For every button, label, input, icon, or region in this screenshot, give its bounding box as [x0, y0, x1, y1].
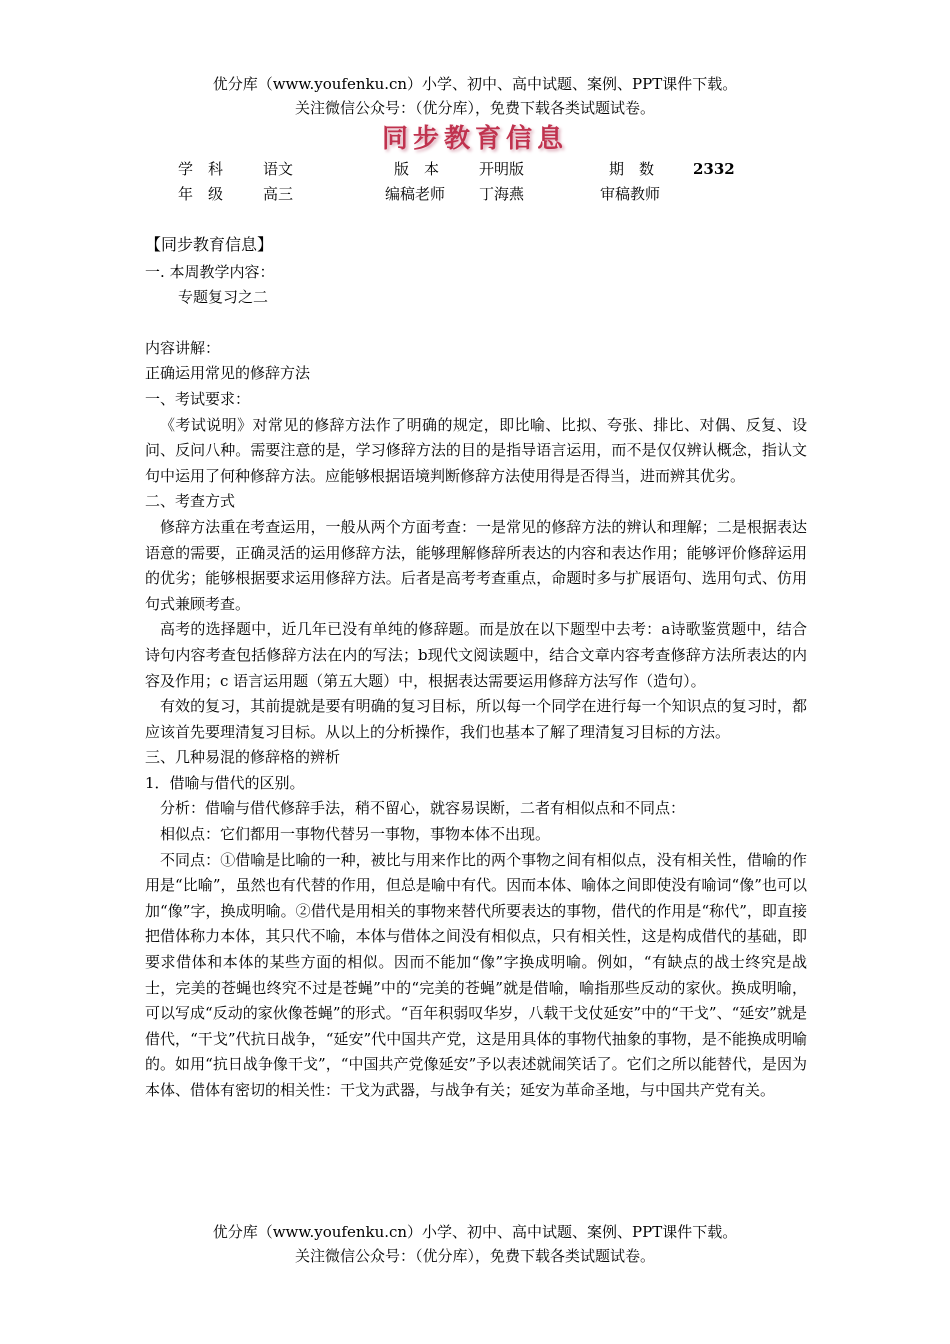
banner-title: 同步教育信息: [381, 124, 568, 154]
meta-subject-label: 学 科: [178, 160, 224, 178]
meta-reviewer-label: 审稿教师: [600, 185, 661, 203]
meta-edition-value: 开明版: [479, 160, 525, 178]
header-line-2: 关注微信公众号：（优分库），免费下载各类试题试卷。: [294, 99, 655, 117]
heading-2: 二、考查方式: [145, 492, 236, 511]
meta-edition-label: 版 本: [394, 160, 440, 178]
meta-grade-value: 高三: [263, 185, 294, 203]
document-body: [145, 232, 807, 1104]
paragraph-4: 有效的复习，其前提就是要有明确的复习目标，所以每一个同学在进行每一个知识点的复习时，都应该首先要理清复习目标。从以上的分析操作，我们也基本了解了理清复习目标的方法。: [145, 697, 807, 741]
meta-grade-label: 年 级: [178, 185, 224, 203]
heading-3: 三、几种易混的修辞格的辨析: [145, 748, 341, 767]
section-1-item: 专题复习之二: [178, 288, 269, 307]
footer-line-2: 关注微信公众号：（优分库），免费下载各类试题试卷。: [294, 1247, 655, 1265]
header-line-1: 优分库（www.youfenku.cn）小学、初中、高中试题、案例、PPT课件下载。: [212, 75, 738, 93]
meta-issue-value: 2332: [693, 160, 735, 178]
paragraph-3: 高考的选择题中，近几年已没有单纯的修辞题。而是放在以下题型中去考：a诗歌鉴赏题中，结合诗句内容考查包括修辞方法在内的写法；b现代文阅读题中，结合文章内容考查修辞方法所表达的内容及作用；c 语言运用题（第五大题）中，根据表达需要运用修辞方法写作（造句）。: [145, 620, 807, 690]
intro-label: 内容讲解：: [145, 338, 221, 357]
topic-heading: 正确运用常见的修辞方法: [145, 364, 311, 383]
meta-editor-value: 丁海燕: [479, 185, 525, 203]
paragraph-1: 《考试说明》对常见的修辞方法作了明确的规定，即比喻、比拟、夸张、排比、对偶、反复、设问、反问八种。需要注意的是，学习修辞方法的目的是指导语言运用，而不是仅仅辨认概念，指认文句中运用了何种修辞方法。应能够根据语境判断修辞方法使用得是否得当，进而辨其优劣。: [145, 415, 807, 485]
paragraph-6: 相似点：它们都用一事物代替另一事物，事物本体不出现。: [160, 825, 551, 844]
spacer: [145, 311, 807, 336]
section-1-heading: 一. 本周教学内容：: [145, 262, 275, 281]
meta-subject-value: 语文: [263, 160, 294, 178]
paragraph-7: 不同点：①借喻是比喻的一种，被比与用来作比的两个事物之间有相似点，没有相关性，借喻的作用是“比喻”，虽然也有代替的作用，但总是喻中有代。因而本体、喻体之间即使没有喻词“像”也可以加“像”字，换成明喻。②借代是用相关的事物来替代所要表达的事物，借代的作用是“称代”，即直接把借体称力本体，其只代不喻，本体与借体之间没有相似点，只有相关性，这是构成借代的基础，即要求借体和本体的某些方面的相似。因而不能加“像”字换成明喻。例如，“有缺点的战士终究是战士，完美的苍蝇也终究不过是苍蝇”中的“完美的苍蝇”就是借喻，喻指那些反动的家伙。换成明喻，可以写成“反动的家伙像苍蝇”的形式。“百年积弱叹华岁，八载干戈仗延安”中的“干戈”、“延安”就是借代，“干戈”代抗日战争，“延安”代中国共产党，这是用具体的事物代抽象的事物，是不能换成明喻的。如用“抗日战争像干戈”，“中国共产党像延安”予以表述就闹笑话了。它们之所以能替代，是因为本体、借体有密切的相关性：干戈为武器，与战争有关；延安为革命圣地，与中国共产党有关。: [145, 850, 807, 1099]
heading-3-1: 1．借喻与借代的区别。: [145, 773, 305, 792]
meta-issue-label: 期 数: [609, 160, 655, 178]
paragraph-2: 修辞方法重在考查运用，一般从两个方面考查：一是常见的修辞方法的辨认和理解；二是根据表达语意的需要，正确灵活的运用修辞方法，能够理解修辞所表达的内容和表达作用；能够评价修辞运用的优劣；能够根据要求运用修辞方法。后者是高考考查重点，命题时多与扩展语句、选用句式、仿用句式兼顾考查。: [145, 517, 807, 613]
paragraph-5: 分析：借喻与借代修辞手法，稍不留心，就容易误断，二者有相似点和不同点：: [160, 799, 686, 818]
heading-1: 一、考试要求：: [145, 389, 251, 408]
meta-editor-label: 编稿老师: [385, 185, 446, 203]
section-title: 【同步教育信息】: [145, 235, 274, 254]
footer-line-1: 优分库（www.youfenku.cn）小学、初中、高中试题、案例、PPT课件下载。: [212, 1223, 738, 1241]
